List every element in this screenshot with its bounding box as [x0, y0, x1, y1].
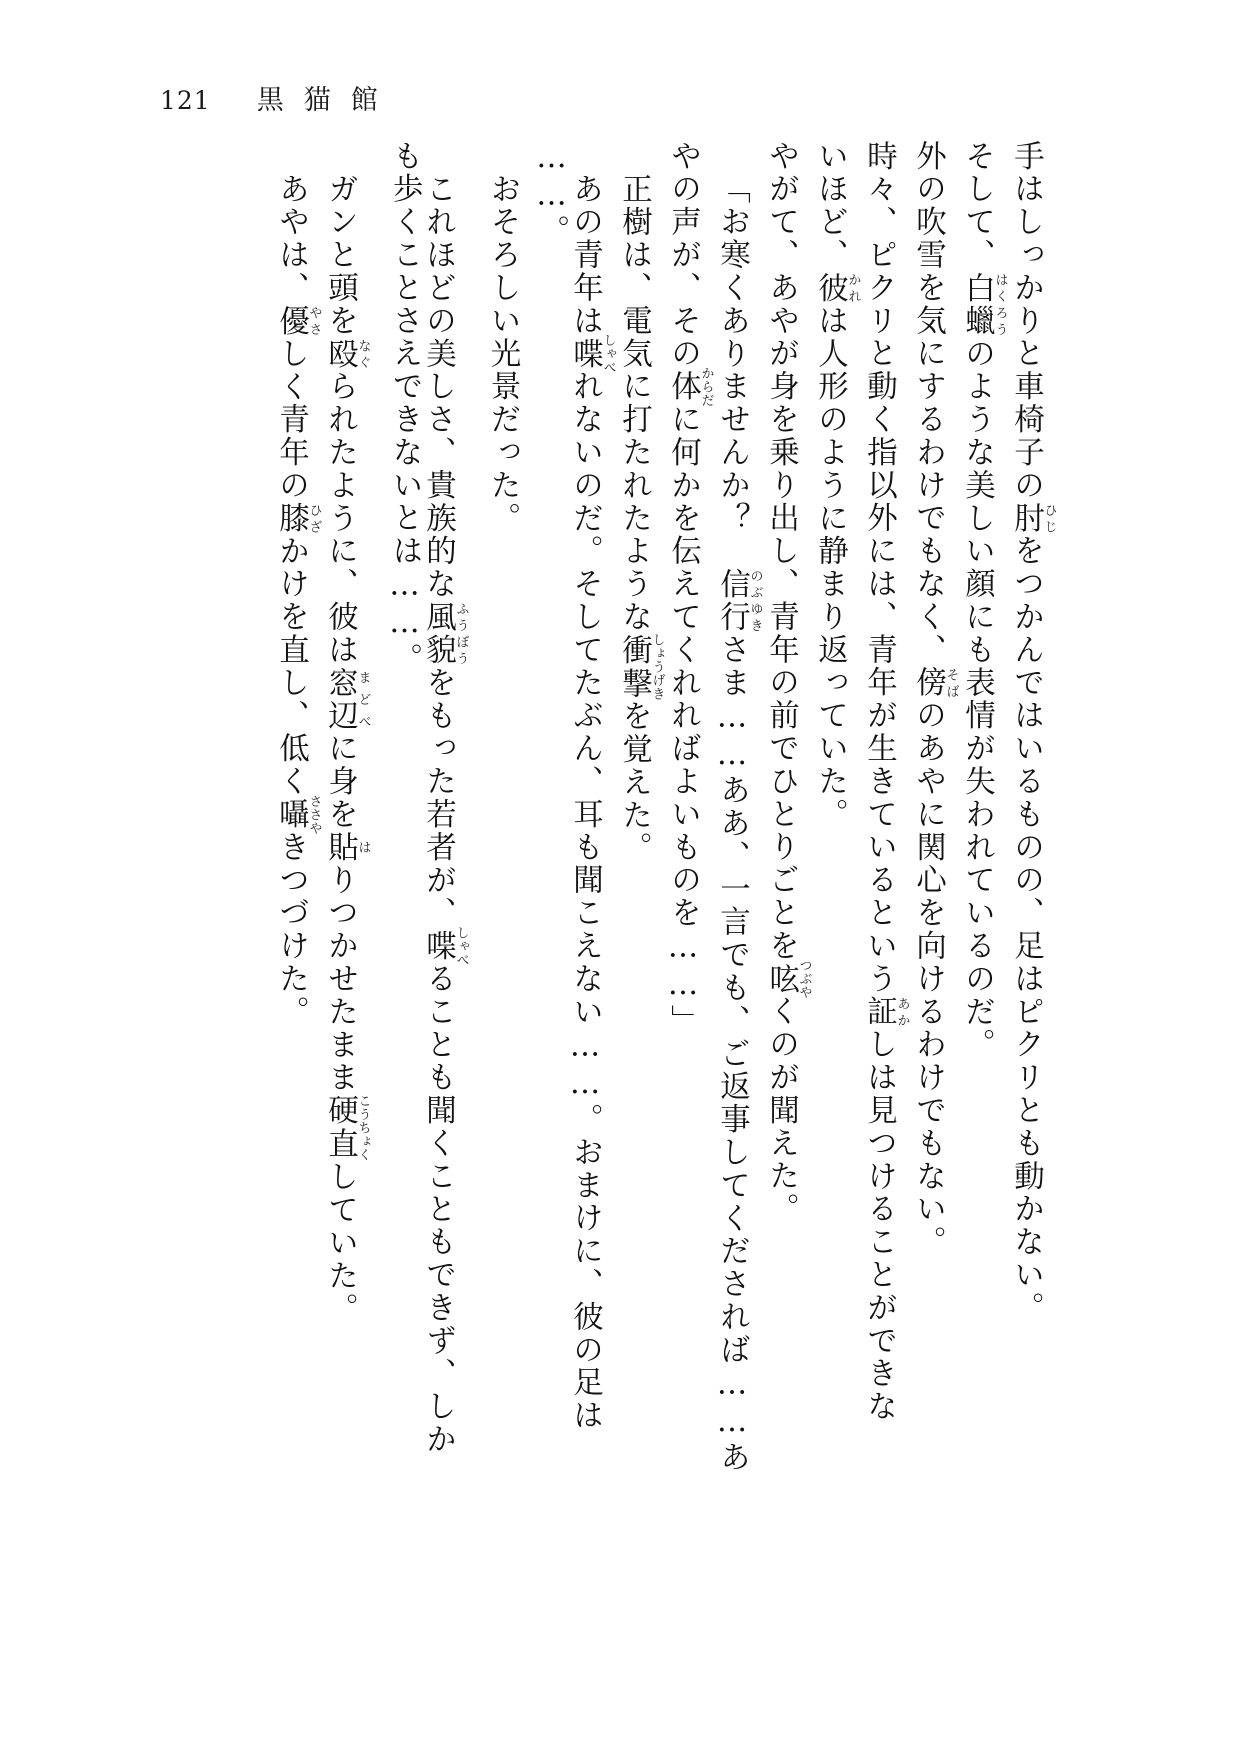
text-column: ……。: [534, 140, 569, 248]
page-number: 121: [160, 86, 211, 115]
text-column: 時々、ピクリと動く指以外には、青年が生きているという証あかしは見つけることができな: [861, 140, 910, 1424]
text-column: おそろしい光景だった。: [485, 173, 520, 535]
text-column: 外の吹雪を気にするわけでもなく、傍そばのあやに関心を向けるわけでもない。: [910, 140, 959, 1259]
vertical-text-columns: [272, 140, 1056, 1570]
page-header: [160, 78, 398, 117]
text-column: あやは、優やさしく青年の膝ひざかけを直し、低く囁ささやきつづけた。: [273, 173, 322, 1029]
text-column: 正樹は、電気に打たれたような衝撃しょうげきを覚えた。: [616, 173, 665, 865]
text-column: やの声が、その体からだに何かを伝えてくれればよいものを……」: [665, 140, 714, 1038]
running-title: 黒猫館: [256, 85, 398, 116]
text-column: いほど、彼かれは人形のように静まり返っていた。: [812, 140, 861, 831]
text-column: やがて、あやが身を乗り出し、青年の前でひとりごとを呟つぶやくのが聞えた。: [763, 140, 812, 1226]
text-column: あの青年は喋しゃべれないのだ。そしてたぶん、耳も聞こえない……。おまけに、彼の足は: [567, 173, 616, 1433]
text-column: 手はしっかりと車椅子の肘ひじをつかんではいるものの、足はピクリとも動かない。: [1008, 140, 1057, 1325]
page-body: [272, 140, 1132, 1570]
text-column: 「お寒くありませんか？ 信行のぶゆきさま……ああ、一言でも、ご返事してくだされば……あ: [714, 173, 763, 1475]
text-column: これほどの美しさ、貴族的な風貌ふうぼうをもった若者が、喋しゃべることも聞くこともできず、しか: [420, 173, 469, 1457]
text-column: ガンと頭を殴なぐられたように、彼は窓辺まどべに身を貼はりつかせたまま硬直こうちょくしていた。: [322, 173, 371, 1326]
text-column: そして、白蠟はくろうのような美しい顔にも表情が失われているのだ。: [959, 140, 1008, 1062]
text-column: も歩くことさえできないとは……。: [387, 140, 422, 676]
